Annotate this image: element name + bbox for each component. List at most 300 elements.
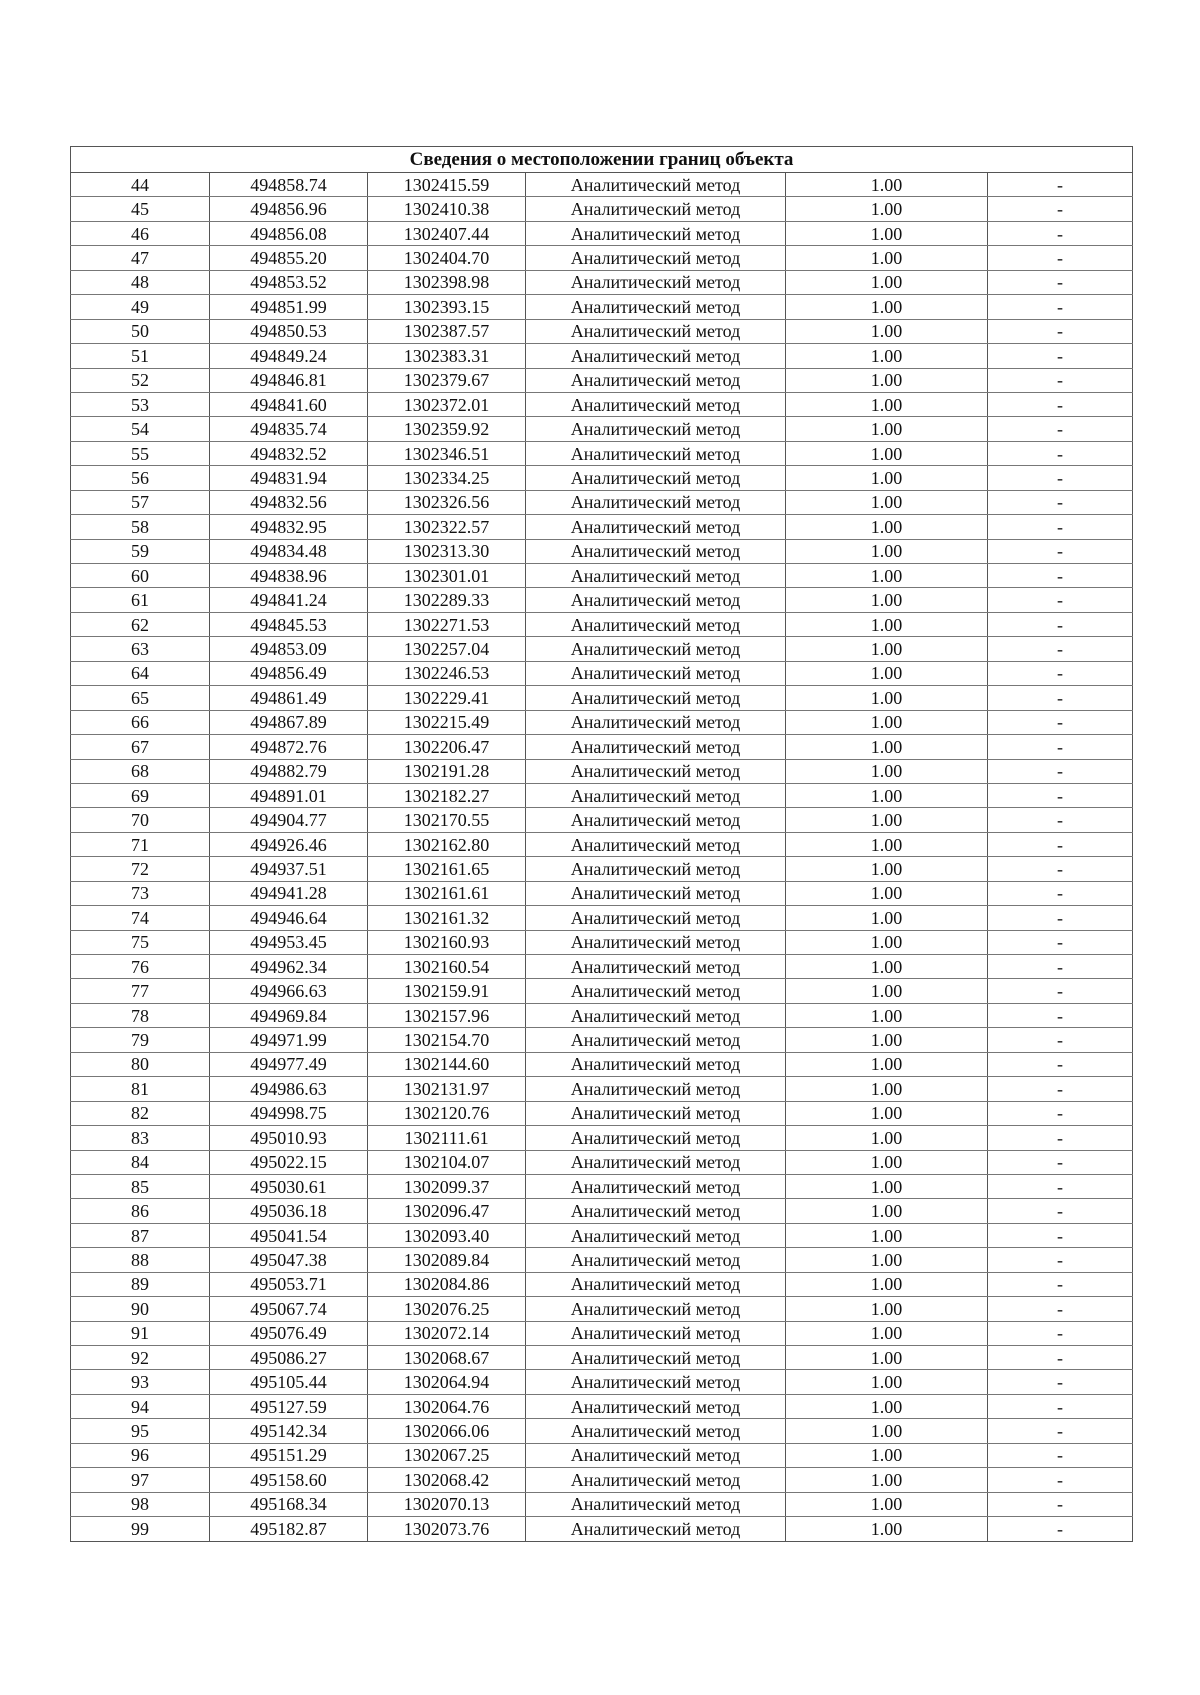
point-number-cell: 52: [71, 368, 210, 392]
accuracy-cell: 1.00: [786, 392, 988, 416]
y-coordinate-cell: 1302393.15: [368, 295, 526, 319]
point-number-cell: 90: [71, 1297, 210, 1321]
point-number-cell: 55: [71, 441, 210, 465]
method-cell: Аналитический метод: [526, 1468, 786, 1492]
accuracy-cell: 1.00: [786, 1223, 988, 1247]
point-number-cell: 58: [71, 515, 210, 539]
x-coordinate-cell: 495010.93: [210, 1126, 368, 1150]
method-cell: Аналитический метод: [526, 1370, 786, 1394]
method-cell: Аналитический метод: [526, 295, 786, 319]
point-number-cell: 88: [71, 1248, 210, 1272]
y-coordinate-cell: 1302301.01: [368, 564, 526, 588]
y-coordinate-cell: 1302215.49: [368, 710, 526, 734]
y-coordinate-cell: 1302160.54: [368, 955, 526, 979]
method-cell: Аналитический метод: [526, 1101, 786, 1125]
y-coordinate-cell: 1302084.86: [368, 1272, 526, 1296]
accuracy-cell: 1.00: [786, 1443, 988, 1467]
accuracy-cell: 1.00: [786, 441, 988, 465]
description-cell: -: [988, 1443, 1133, 1467]
point-number-cell: 61: [71, 588, 210, 612]
accuracy-cell: 1.00: [786, 1126, 988, 1150]
y-coordinate-cell: 1302120.76: [368, 1101, 526, 1125]
table-row: [71, 1248, 1133, 1272]
method-cell: Аналитический метод: [526, 344, 786, 368]
method-cell: Аналитический метод: [526, 612, 786, 636]
method-cell: Аналитический метод: [526, 1346, 786, 1370]
point-number-cell: 72: [71, 857, 210, 881]
description-cell: -: [988, 270, 1133, 294]
table-row: [71, 1272, 1133, 1296]
point-number-cell: 53: [71, 392, 210, 416]
method-cell: Аналитический метод: [526, 1150, 786, 1174]
description-cell: -: [988, 1199, 1133, 1223]
table-row: [71, 1150, 1133, 1174]
table-row: [71, 1101, 1133, 1125]
x-coordinate-cell: 495047.38: [210, 1248, 368, 1272]
table-row: [71, 417, 1133, 441]
point-number-cell: 85: [71, 1174, 210, 1198]
x-coordinate-cell: 494855.20: [210, 246, 368, 270]
accuracy-cell: 1.00: [786, 539, 988, 563]
accuracy-cell: 1.00: [786, 759, 988, 783]
accuracy-cell: 1.00: [786, 710, 988, 734]
description-cell: -: [988, 197, 1133, 221]
point-number-cell: 54: [71, 417, 210, 441]
point-number-cell: 66: [71, 710, 210, 734]
table-row: [71, 221, 1133, 245]
x-coordinate-cell: 494962.34: [210, 955, 368, 979]
method-cell: Аналитический метод: [526, 955, 786, 979]
description-cell: -: [988, 612, 1133, 636]
point-number-cell: 56: [71, 466, 210, 490]
y-coordinate-cell: 1302398.98: [368, 270, 526, 294]
x-coordinate-cell: 495036.18: [210, 1199, 368, 1223]
point-number-cell: 44: [71, 173, 210, 197]
x-coordinate-cell: 494850.53: [210, 319, 368, 343]
description-cell: -: [988, 392, 1133, 416]
description-cell: -: [988, 1394, 1133, 1418]
accuracy-cell: 1.00: [786, 173, 988, 197]
table-row: [71, 832, 1133, 856]
method-cell: Аналитический метод: [526, 637, 786, 661]
x-coordinate-cell: 495076.49: [210, 1321, 368, 1345]
accuracy-cell: 1.00: [786, 1297, 988, 1321]
description-cell: -: [988, 1297, 1133, 1321]
table-row: [71, 564, 1133, 588]
y-coordinate-cell: 1302162.80: [368, 832, 526, 856]
accuracy-cell: 1.00: [786, 270, 988, 294]
point-number-cell: 75: [71, 930, 210, 954]
accuracy-cell: 1.00: [786, 319, 988, 343]
table-row: [71, 759, 1133, 783]
point-number-cell: 89: [71, 1272, 210, 1296]
y-coordinate-cell: 1302387.57: [368, 319, 526, 343]
description-cell: -: [988, 930, 1133, 954]
y-coordinate-cell: 1302383.31: [368, 344, 526, 368]
method-cell: Аналитический метод: [526, 319, 786, 343]
table-row: [71, 710, 1133, 734]
point-number-cell: 99: [71, 1517, 210, 1541]
method-cell: Аналитический метод: [526, 1174, 786, 1198]
x-coordinate-cell: 494856.08: [210, 221, 368, 245]
y-coordinate-cell: 1302170.55: [368, 808, 526, 832]
table-row: [71, 686, 1133, 710]
accuracy-cell: 1.00: [786, 930, 988, 954]
table-row: [71, 539, 1133, 563]
table-row: [71, 319, 1133, 343]
y-coordinate-cell: 1302257.04: [368, 637, 526, 661]
x-coordinate-cell: 494845.53: [210, 612, 368, 636]
x-coordinate-cell: 494861.49: [210, 686, 368, 710]
x-coordinate-cell: 495067.74: [210, 1297, 368, 1321]
accuracy-cell: 1.00: [786, 368, 988, 392]
y-coordinate-cell: 1302154.70: [368, 1028, 526, 1052]
description-cell: -: [988, 564, 1133, 588]
description-cell: -: [988, 759, 1133, 783]
description-cell: -: [988, 979, 1133, 1003]
description-cell: -: [988, 539, 1133, 563]
accuracy-cell: 1.00: [786, 246, 988, 270]
accuracy-cell: 1.00: [786, 906, 988, 930]
y-coordinate-cell: 1302104.07: [368, 1150, 526, 1174]
accuracy-cell: 1.00: [786, 955, 988, 979]
table-row: [71, 1223, 1133, 1247]
table-row: [71, 808, 1133, 832]
accuracy-cell: 1.00: [786, 1003, 988, 1027]
description-cell: -: [988, 1003, 1133, 1027]
y-coordinate-cell: 1302229.41: [368, 686, 526, 710]
y-coordinate-cell: 1302160.93: [368, 930, 526, 954]
x-coordinate-cell: 494998.75: [210, 1101, 368, 1125]
point-number-cell: 97: [71, 1468, 210, 1492]
boundary-coordinates-table: [70, 146, 1133, 1542]
point-number-cell: 78: [71, 1003, 210, 1027]
point-number-cell: 68: [71, 759, 210, 783]
x-coordinate-cell: 494834.48: [210, 539, 368, 563]
accuracy-cell: 1.00: [786, 417, 988, 441]
x-coordinate-cell: 494867.89: [210, 710, 368, 734]
table-row: [71, 661, 1133, 685]
method-cell: Аналитический метод: [526, 1199, 786, 1223]
description-cell: -: [988, 1517, 1133, 1541]
description-cell: -: [988, 1419, 1133, 1443]
point-number-cell: 95: [71, 1419, 210, 1443]
table-row: [71, 1174, 1133, 1198]
x-coordinate-cell: 494851.99: [210, 295, 368, 319]
description-cell: -: [988, 295, 1133, 319]
table-row: [71, 881, 1133, 905]
x-coordinate-cell: 494841.24: [210, 588, 368, 612]
description-cell: -: [988, 1370, 1133, 1394]
x-coordinate-cell: 494835.74: [210, 417, 368, 441]
accuracy-cell: 1.00: [786, 612, 988, 636]
accuracy-cell: 1.00: [786, 344, 988, 368]
method-cell: Аналитический метод: [526, 368, 786, 392]
table-title: Сведения о местоположении границ объекта: [71, 147, 1133, 173]
description-cell: -: [988, 246, 1133, 270]
description-cell: -: [988, 1272, 1133, 1296]
x-coordinate-cell: 494891.01: [210, 783, 368, 807]
method-cell: Аналитический метод: [526, 832, 786, 856]
accuracy-cell: 1.00: [786, 783, 988, 807]
y-coordinate-cell: 1302271.53: [368, 612, 526, 636]
table-row: [71, 1492, 1133, 1516]
description-cell: -: [988, 906, 1133, 930]
accuracy-cell: 1.00: [786, 832, 988, 856]
x-coordinate-cell: 494969.84: [210, 1003, 368, 1027]
method-cell: Аналитический метод: [526, 1223, 786, 1247]
x-coordinate-cell: 494853.09: [210, 637, 368, 661]
point-number-cell: 91: [71, 1321, 210, 1345]
description-cell: -: [988, 857, 1133, 881]
table-row: [71, 1077, 1133, 1101]
method-cell: Аналитический метод: [526, 1052, 786, 1076]
point-number-cell: 59: [71, 539, 210, 563]
description-cell: -: [988, 1052, 1133, 1076]
x-coordinate-cell: 494986.63: [210, 1077, 368, 1101]
method-cell: Аналитический метод: [526, 392, 786, 416]
table-row: [71, 857, 1133, 881]
method-cell: Аналитический метод: [526, 1126, 786, 1150]
description-cell: -: [988, 1126, 1133, 1150]
description-cell: -: [988, 515, 1133, 539]
y-coordinate-cell: 1302182.27: [368, 783, 526, 807]
accuracy-cell: 1.00: [786, 637, 988, 661]
x-coordinate-cell: 494849.24: [210, 344, 368, 368]
description-cell: -: [988, 1101, 1133, 1125]
y-coordinate-cell: 1302072.14: [368, 1321, 526, 1345]
description-cell: -: [988, 686, 1133, 710]
description-cell: -: [988, 1321, 1133, 1345]
point-number-cell: 60: [71, 564, 210, 588]
table-row: [71, 197, 1133, 221]
x-coordinate-cell: 495182.87: [210, 1517, 368, 1541]
point-number-cell: 48: [71, 270, 210, 294]
method-cell: Аналитический метод: [526, 1443, 786, 1467]
point-number-cell: 87: [71, 1223, 210, 1247]
method-cell: Аналитический метод: [526, 759, 786, 783]
description-cell: -: [988, 1150, 1133, 1174]
point-number-cell: 73: [71, 881, 210, 905]
accuracy-cell: 1.00: [786, 1394, 988, 1418]
x-coordinate-cell: 494838.96: [210, 564, 368, 588]
description-cell: -: [988, 344, 1133, 368]
method-cell: Аналитический метод: [526, 1394, 786, 1418]
accuracy-cell: 1.00: [786, 1150, 988, 1174]
x-coordinate-cell: 494904.77: [210, 808, 368, 832]
method-cell: Аналитический метод: [526, 808, 786, 832]
x-coordinate-cell: 494946.64: [210, 906, 368, 930]
y-coordinate-cell: 1302161.32: [368, 906, 526, 930]
table-row: [71, 368, 1133, 392]
method-cell: Аналитический метод: [526, 466, 786, 490]
method-cell: Аналитический метод: [526, 564, 786, 588]
y-coordinate-cell: 1302064.94: [368, 1370, 526, 1394]
point-number-cell: 82: [71, 1101, 210, 1125]
y-coordinate-cell: 1302066.06: [368, 1419, 526, 1443]
accuracy-cell: 1.00: [786, 1248, 988, 1272]
point-number-cell: 93: [71, 1370, 210, 1394]
table-row: [71, 295, 1133, 319]
table-row: [71, 1346, 1133, 1370]
table-row: [71, 612, 1133, 636]
y-coordinate-cell: 1302379.67: [368, 368, 526, 392]
description-cell: -: [988, 783, 1133, 807]
accuracy-cell: 1.00: [786, 1101, 988, 1125]
y-coordinate-cell: 1302313.30: [368, 539, 526, 563]
accuracy-cell: 1.00: [786, 1174, 988, 1198]
accuracy-cell: 1.00: [786, 1272, 988, 1296]
y-coordinate-cell: 1302089.84: [368, 1248, 526, 1272]
point-number-cell: 94: [71, 1394, 210, 1418]
y-coordinate-cell: 1302093.40: [368, 1223, 526, 1247]
y-coordinate-cell: 1302407.44: [368, 221, 526, 245]
method-cell: Аналитический метод: [526, 246, 786, 270]
description-cell: -: [988, 1468, 1133, 1492]
accuracy-cell: 1.00: [786, 515, 988, 539]
method-cell: Аналитический метод: [526, 735, 786, 759]
description-cell: -: [988, 319, 1133, 343]
x-coordinate-cell: 494832.95: [210, 515, 368, 539]
description-cell: -: [988, 1248, 1133, 1272]
point-number-cell: 62: [71, 612, 210, 636]
table-row: [71, 1003, 1133, 1027]
point-number-cell: 84: [71, 1150, 210, 1174]
method-cell: Аналитический метод: [526, 1297, 786, 1321]
method-cell: Аналитический метод: [526, 906, 786, 930]
method-cell: Аналитический метод: [526, 1517, 786, 1541]
description-cell: -: [988, 368, 1133, 392]
accuracy-cell: 1.00: [786, 1419, 988, 1443]
method-cell: Аналитический метод: [526, 930, 786, 954]
accuracy-cell: 1.00: [786, 857, 988, 881]
method-cell: Аналитический метод: [526, 710, 786, 734]
accuracy-cell: 1.00: [786, 564, 988, 588]
point-number-cell: 64: [71, 661, 210, 685]
y-coordinate-cell: 1302161.61: [368, 881, 526, 905]
point-number-cell: 71: [71, 832, 210, 856]
description-cell: -: [988, 1223, 1133, 1247]
x-coordinate-cell: 494832.52: [210, 441, 368, 465]
y-coordinate-cell: 1302359.92: [368, 417, 526, 441]
table-row: [71, 466, 1133, 490]
point-number-cell: 76: [71, 955, 210, 979]
x-coordinate-cell: 495158.60: [210, 1468, 368, 1492]
y-coordinate-cell: 1302064.76: [368, 1394, 526, 1418]
method-cell: Аналитический метод: [526, 686, 786, 710]
table-row: [71, 1468, 1133, 1492]
description-cell: -: [988, 490, 1133, 514]
accuracy-cell: 1.00: [786, 1052, 988, 1076]
y-coordinate-cell: 1302410.38: [368, 197, 526, 221]
x-coordinate-cell: 495030.61: [210, 1174, 368, 1198]
point-number-cell: 69: [71, 783, 210, 807]
x-coordinate-cell: 494872.76: [210, 735, 368, 759]
accuracy-cell: 1.00: [786, 1517, 988, 1541]
y-coordinate-cell: 1302246.53: [368, 661, 526, 685]
method-cell: Аналитический метод: [526, 1028, 786, 1052]
accuracy-cell: 1.00: [786, 735, 988, 759]
method-cell: Аналитический метод: [526, 1248, 786, 1272]
x-coordinate-cell: 495127.59: [210, 1394, 368, 1418]
table-row: [71, 1394, 1133, 1418]
point-number-cell: 57: [71, 490, 210, 514]
x-coordinate-cell: 494832.56: [210, 490, 368, 514]
table-row: [71, 1028, 1133, 1052]
point-number-cell: 63: [71, 637, 210, 661]
point-number-cell: 83: [71, 1126, 210, 1150]
y-coordinate-cell: 1302206.47: [368, 735, 526, 759]
table-row: [71, 1419, 1133, 1443]
method-cell: Аналитический метод: [526, 979, 786, 1003]
method-cell: Аналитический метод: [526, 221, 786, 245]
method-cell: Аналитический метод: [526, 270, 786, 294]
accuracy-cell: 1.00: [786, 881, 988, 905]
y-coordinate-cell: 1302157.96: [368, 1003, 526, 1027]
x-coordinate-cell: 494941.28: [210, 881, 368, 905]
table-row: [71, 588, 1133, 612]
x-coordinate-cell: 495041.54: [210, 1223, 368, 1247]
description-cell: -: [988, 661, 1133, 685]
description-cell: -: [988, 1077, 1133, 1101]
accuracy-cell: 1.00: [786, 1077, 988, 1101]
description-cell: -: [988, 637, 1133, 661]
accuracy-cell: 1.00: [786, 1028, 988, 1052]
description-cell: -: [988, 1492, 1133, 1516]
table-row: [71, 906, 1133, 930]
table-row: [71, 1517, 1133, 1541]
method-cell: Аналитический метод: [526, 857, 786, 881]
point-number-cell: 86: [71, 1199, 210, 1223]
point-number-cell: 51: [71, 344, 210, 368]
table-row: [71, 515, 1133, 539]
accuracy-cell: 1.00: [786, 1346, 988, 1370]
description-cell: -: [988, 466, 1133, 490]
point-number-cell: 74: [71, 906, 210, 930]
accuracy-cell: 1.00: [786, 808, 988, 832]
x-coordinate-cell: 495086.27: [210, 1346, 368, 1370]
description-cell: -: [988, 441, 1133, 465]
x-coordinate-cell: 494858.74: [210, 173, 368, 197]
accuracy-cell: 1.00: [786, 1468, 988, 1492]
accuracy-cell: 1.00: [786, 490, 988, 514]
table-row: [71, 637, 1133, 661]
method-cell: Аналитический метод: [526, 783, 786, 807]
point-number-cell: 47: [71, 246, 210, 270]
table-row: [71, 441, 1133, 465]
y-coordinate-cell: 1302076.25: [368, 1297, 526, 1321]
x-coordinate-cell: 494882.79: [210, 759, 368, 783]
accuracy-cell: 1.00: [786, 1321, 988, 1345]
table-row: [71, 1126, 1133, 1150]
x-coordinate-cell: 494853.52: [210, 270, 368, 294]
description-cell: -: [988, 1346, 1133, 1370]
x-coordinate-cell: 495022.15: [210, 1150, 368, 1174]
table-row: [71, 246, 1133, 270]
y-coordinate-cell: 1302161.65: [368, 857, 526, 881]
table-title-row: [71, 147, 1133, 173]
x-coordinate-cell: 494977.49: [210, 1052, 368, 1076]
table-row: [71, 1321, 1133, 1345]
y-coordinate-cell: 1302068.42: [368, 1468, 526, 1492]
x-coordinate-cell: 494856.49: [210, 661, 368, 685]
y-coordinate-cell: 1302372.01: [368, 392, 526, 416]
method-cell: Аналитический метод: [526, 197, 786, 221]
point-number-cell: 67: [71, 735, 210, 759]
table-row: [71, 1370, 1133, 1394]
method-cell: Аналитический метод: [526, 441, 786, 465]
x-coordinate-cell: 494966.63: [210, 979, 368, 1003]
